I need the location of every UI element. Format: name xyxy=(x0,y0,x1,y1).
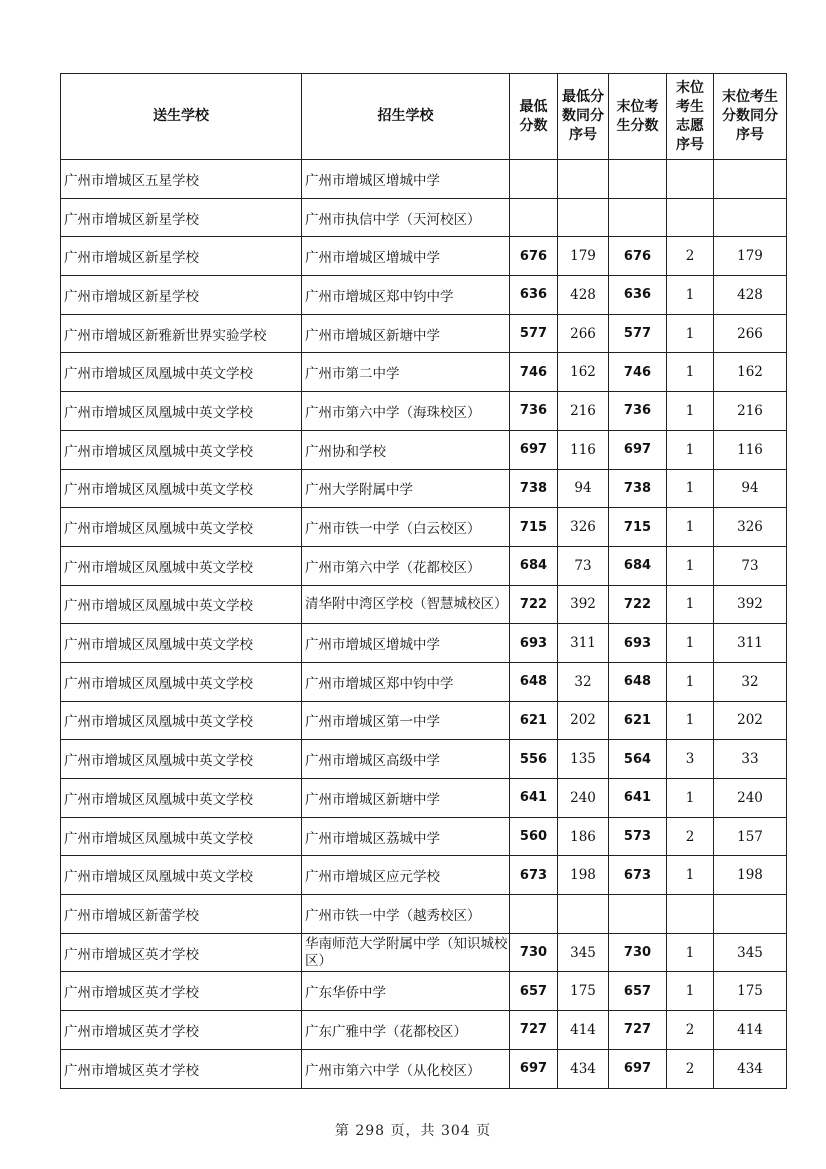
min-score-cell: 697 xyxy=(510,1049,558,1088)
table-row xyxy=(61,314,787,353)
last-pref-cell: 1 xyxy=(667,314,714,353)
last-rank-cell: 428 xyxy=(714,276,787,315)
header-min-score xyxy=(510,74,558,160)
last-pref-cell: 1 xyxy=(667,856,714,895)
last-pref-cell: 2 xyxy=(667,817,714,856)
min-rank-cell: 202 xyxy=(558,701,609,740)
last-pref-cell: 3 xyxy=(667,740,714,779)
last-rank-cell xyxy=(714,160,787,199)
min-score-cell: 730 xyxy=(510,933,558,972)
recruit-school-cell: 广州市增城区增城中学 xyxy=(302,160,510,199)
recruit-school-cell: 清华附中湾区学校（智慧城校区） xyxy=(302,585,510,624)
last-rank-cell: 116 xyxy=(714,430,787,469)
send-school-cell: 广州市增城区英才学校 xyxy=(61,933,302,972)
min-rank-cell: 311 xyxy=(558,624,609,663)
table-row xyxy=(61,817,787,856)
min-score-cell: 738 xyxy=(510,469,558,508)
min-rank-cell: 345 xyxy=(558,933,609,972)
last-score-cell: 746 xyxy=(609,353,667,392)
last-score-cell: 722 xyxy=(609,585,667,624)
last-score-cell: 657 xyxy=(609,972,667,1011)
last-rank-cell: 157 xyxy=(714,817,787,856)
header-last-score xyxy=(609,74,667,160)
send-school-cell: 广州市增城区新星学校 xyxy=(61,237,302,276)
recruit-school-cell: 广州市增城区新塘中学 xyxy=(302,314,510,353)
header-min-rank-label: 最低分数同分序号 xyxy=(562,89,604,143)
recruit-school-cell: 广州市第二中学 xyxy=(302,353,510,392)
table-body xyxy=(61,160,787,1089)
last-score-cell: 693 xyxy=(609,624,667,663)
min-score-cell: 736 xyxy=(510,392,558,431)
last-rank-cell: 179 xyxy=(714,237,787,276)
min-rank-cell: 73 xyxy=(558,546,609,585)
min-score-cell: 673 xyxy=(510,856,558,895)
last-rank-cell: 266 xyxy=(714,314,787,353)
table-row xyxy=(61,933,787,972)
send-school-cell: 广州市增城区英才学校 xyxy=(61,972,302,1011)
last-pref-cell: 1 xyxy=(667,662,714,701)
last-rank-cell: 414 xyxy=(714,1011,787,1050)
min-score-cell: 727 xyxy=(510,1011,558,1050)
min-rank-cell: 175 xyxy=(558,972,609,1011)
last-score-cell: 573 xyxy=(609,817,667,856)
recruit-school-cell: 广东华侨中学 xyxy=(302,972,510,1011)
table-row xyxy=(61,430,787,469)
header-last-pref xyxy=(667,74,714,160)
last-rank-cell: 216 xyxy=(714,392,787,431)
recruit-school-cell: 广州市增城区新塘中学 xyxy=(302,779,510,818)
min-score-cell: 697 xyxy=(510,430,558,469)
send-school-cell: 广州市增城区凤凰城中英文学校 xyxy=(61,779,302,818)
min-score-cell: 657 xyxy=(510,972,558,1011)
last-score-cell: 697 xyxy=(609,430,667,469)
min-rank-cell: 216 xyxy=(558,392,609,431)
last-score-cell: 715 xyxy=(609,508,667,547)
min-score-cell: 641 xyxy=(510,779,558,818)
last-pref-cell: 1 xyxy=(667,546,714,585)
last-score-cell: 736 xyxy=(609,392,667,431)
recruit-school-cell: 华南师范大学附属中学（知识城校区） xyxy=(302,933,510,972)
table-row xyxy=(61,662,787,701)
last-score-cell: 564 xyxy=(609,740,667,779)
recruit-school-cell: 广东广雅中学（花都校区） xyxy=(302,1011,510,1050)
recruit-school-cell: 广州市增城区第一中学 xyxy=(302,701,510,740)
table-row xyxy=(61,160,787,199)
table-row xyxy=(61,1049,787,1088)
last-rank-cell: 392 xyxy=(714,585,787,624)
last-pref-cell xyxy=(667,160,714,199)
send-school-cell: 广州市增城区五星学校 xyxy=(61,160,302,199)
table-row xyxy=(61,508,787,547)
send-school-cell: 广州市增城区凤凰城中英文学校 xyxy=(61,585,302,624)
min-rank-cell: 326 xyxy=(558,508,609,547)
last-pref-cell: 1 xyxy=(667,276,714,315)
last-score-cell: 641 xyxy=(609,779,667,818)
table-row xyxy=(61,701,787,740)
min-rank-cell: 116 xyxy=(558,430,609,469)
last-rank-cell: 311 xyxy=(714,624,787,663)
min-rank-cell xyxy=(558,198,609,237)
min-rank-cell xyxy=(558,895,609,934)
recruit-school-cell: 广州市铁一中学（越秀校区） xyxy=(302,895,510,934)
min-rank-cell: 32 xyxy=(558,662,609,701)
recruit-school-cell: 广州市铁一中学（白云校区） xyxy=(302,508,510,547)
last-pref-cell xyxy=(667,198,714,237)
table-row xyxy=(61,469,787,508)
header-last-pref-label: 末位考生志愿序号 xyxy=(676,79,704,153)
last-pref-cell: 2 xyxy=(667,237,714,276)
min-score-cell: 715 xyxy=(510,508,558,547)
last-rank-cell: 345 xyxy=(714,933,787,972)
last-score-cell: 577 xyxy=(609,314,667,353)
header-min-rank xyxy=(558,74,609,160)
min-score-cell: 560 xyxy=(510,817,558,856)
min-score-cell: 693 xyxy=(510,624,558,663)
header-recruit-school: 招生学校 xyxy=(302,74,510,160)
send-school-cell: 广州市增城区凤凰城中英文学校 xyxy=(61,817,302,856)
last-pref-cell: 1 xyxy=(667,933,714,972)
send-school-cell: 广州市增城区凤凰城中英文学校 xyxy=(61,701,302,740)
header-last-score-label: 末位考生分数 xyxy=(616,98,659,134)
min-rank-cell xyxy=(558,160,609,199)
recruit-school-cell: 广州市增城区高级中学 xyxy=(302,740,510,779)
last-score-cell: 730 xyxy=(609,933,667,972)
last-rank-cell: 198 xyxy=(714,856,787,895)
send-school-cell: 广州市增城区新星学校 xyxy=(61,276,302,315)
recruit-school-cell: 广州市增城区郑中钧中学 xyxy=(302,662,510,701)
min-score-cell: 556 xyxy=(510,740,558,779)
table-row xyxy=(61,856,787,895)
last-rank-cell: 94 xyxy=(714,469,787,508)
min-rank-cell: 428 xyxy=(558,276,609,315)
recruit-school-cell: 广州市增城区郑中钧中学 xyxy=(302,276,510,315)
min-score-cell: 577 xyxy=(510,314,558,353)
last-pref-cell: 1 xyxy=(667,779,714,818)
send-school-cell: 广州市增城区凤凰城中英文学校 xyxy=(61,508,302,547)
min-score-cell: 676 xyxy=(510,237,558,276)
min-score-cell xyxy=(510,160,558,199)
send-school-cell: 广州市增城区新星学校 xyxy=(61,198,302,237)
min-score-cell: 621 xyxy=(510,701,558,740)
recruit-school-cell: 广州大学附属中学 xyxy=(302,469,510,508)
last-score-cell: 684 xyxy=(609,546,667,585)
last-pref-cell: 1 xyxy=(667,701,714,740)
send-school-cell: 广州市增城区英才学校 xyxy=(61,1049,302,1088)
send-school-cell: 广州市增城区凤凰城中英文学校 xyxy=(61,353,302,392)
header-send-school: 送生学校 xyxy=(61,74,302,160)
send-school-cell: 广州市增城区凤凰城中英文学校 xyxy=(61,392,302,431)
min-rank-cell: 434 xyxy=(558,1049,609,1088)
header-row xyxy=(61,74,787,160)
min-score-cell: 746 xyxy=(510,353,558,392)
last-pref-cell: 2 xyxy=(667,1011,714,1050)
last-pref-cell: 1 xyxy=(667,972,714,1011)
table-row xyxy=(61,585,787,624)
send-school-cell: 广州市增城区凤凰城中英文学校 xyxy=(61,469,302,508)
send-school-cell: 广州市增城区凤凰城中英文学校 xyxy=(61,856,302,895)
last-score-cell: 673 xyxy=(609,856,667,895)
table-row xyxy=(61,779,787,818)
last-score-cell xyxy=(609,198,667,237)
min-rank-cell: 135 xyxy=(558,740,609,779)
page-footer: 第 298 页，共 304 页 xyxy=(334,1123,492,1139)
last-pref-cell: 1 xyxy=(667,392,714,431)
min-rank-cell: 198 xyxy=(558,856,609,895)
last-score-cell: 621 xyxy=(609,701,667,740)
last-pref-cell: 1 xyxy=(667,508,714,547)
send-school-cell: 广州市增城区凤凰城中英文学校 xyxy=(61,624,302,663)
last-rank-cell: 162 xyxy=(714,353,787,392)
send-school-cell: 广州市增城区英才学校 xyxy=(61,1011,302,1050)
table-row xyxy=(61,198,787,237)
send-school-cell: 广州市增城区凤凰城中英文学校 xyxy=(61,430,302,469)
table-row xyxy=(61,276,787,315)
table-row xyxy=(61,624,787,663)
last-rank-cell: 33 xyxy=(714,740,787,779)
recruit-school-cell: 广州协和学校 xyxy=(302,430,510,469)
table-row xyxy=(61,392,787,431)
recruit-school-cell: 广州市增城区增城中学 xyxy=(302,237,510,276)
last-score-cell: 738 xyxy=(609,469,667,508)
last-rank-cell: 32 xyxy=(714,662,787,701)
last-rank-cell xyxy=(714,198,787,237)
last-rank-cell: 240 xyxy=(714,779,787,818)
table-row xyxy=(61,972,787,1011)
last-rank-cell: 73 xyxy=(714,546,787,585)
min-score-cell: 648 xyxy=(510,662,558,701)
last-score-cell: 727 xyxy=(609,1011,667,1050)
min-score-cell: 636 xyxy=(510,276,558,315)
recruit-school-cell: 广州市第六中学（从化校区） xyxy=(302,1049,510,1088)
recruit-school-cell: 广州市增城区应元学校 xyxy=(302,856,510,895)
last-pref-cell: 1 xyxy=(667,469,714,508)
table-row xyxy=(61,1011,787,1050)
table-row xyxy=(61,237,787,276)
table-row xyxy=(61,895,787,934)
min-score-cell xyxy=(510,198,558,237)
recruit-school-cell: 广州市执信中学（天河校区） xyxy=(302,198,510,237)
table-row xyxy=(61,740,787,779)
last-pref-cell: 1 xyxy=(667,585,714,624)
recruit-school-cell: 广州市第六中学（海珠校区） xyxy=(302,392,510,431)
header-last-rank xyxy=(714,74,787,160)
last-pref-cell: 1 xyxy=(667,624,714,663)
last-rank-cell: 434 xyxy=(714,1049,787,1088)
table-row xyxy=(61,353,787,392)
recruit-school-cell: 广州市第六中学（花都校区） xyxy=(302,546,510,585)
min-rank-cell: 392 xyxy=(558,585,609,624)
admission-score-table xyxy=(60,73,787,1089)
min-rank-cell: 162 xyxy=(558,353,609,392)
last-rank-cell: 175 xyxy=(714,972,787,1011)
min-rank-cell: 94 xyxy=(558,469,609,508)
last-score-cell: 648 xyxy=(609,662,667,701)
last-score-cell xyxy=(609,895,667,934)
min-rank-cell: 266 xyxy=(558,314,609,353)
last-pref-cell: 1 xyxy=(667,430,714,469)
min-score-cell: 684 xyxy=(510,546,558,585)
send-school-cell: 广州市增城区凤凰城中英文学校 xyxy=(61,546,302,585)
min-score-cell xyxy=(510,895,558,934)
last-rank-cell: 202 xyxy=(714,701,787,740)
header-min-score-label: 最低分数 xyxy=(519,98,548,134)
min-rank-cell: 186 xyxy=(558,817,609,856)
send-school-cell: 广州市增城区新蕾学校 xyxy=(61,895,302,934)
last-pref-cell xyxy=(667,895,714,934)
min-score-cell: 722 xyxy=(510,585,558,624)
last-score-cell xyxy=(609,160,667,199)
last-rank-cell xyxy=(714,895,787,934)
send-school-cell: 广州市增城区凤凰城中英文学校 xyxy=(61,662,302,701)
recruit-school-cell: 广州市增城区荔城中学 xyxy=(302,817,510,856)
send-school-cell: 广州市增城区新雅新世界实验学校 xyxy=(61,314,302,353)
send-school-cell: 广州市增城区凤凰城中英文学校 xyxy=(61,740,302,779)
min-rank-cell: 240 xyxy=(558,779,609,818)
last-score-cell: 676 xyxy=(609,237,667,276)
last-score-cell: 697 xyxy=(609,1049,667,1088)
min-rank-cell: 414 xyxy=(558,1011,609,1050)
last-rank-cell: 326 xyxy=(714,508,787,547)
last-pref-cell: 1 xyxy=(667,353,714,392)
last-pref-cell: 2 xyxy=(667,1049,714,1088)
recruit-school-cell: 广州市增城区增城中学 xyxy=(302,624,510,663)
last-score-cell: 636 xyxy=(609,276,667,315)
header-last-rank-label: 末位考生分数同分序号 xyxy=(722,89,778,143)
table-row xyxy=(61,546,787,585)
min-rank-cell: 179 xyxy=(558,237,609,276)
